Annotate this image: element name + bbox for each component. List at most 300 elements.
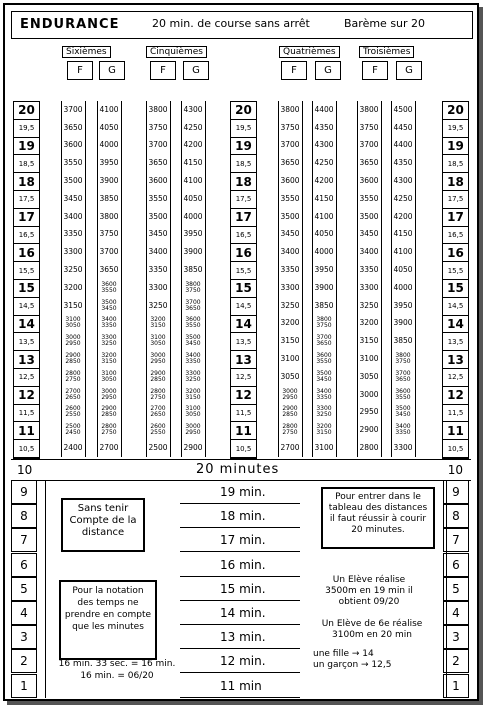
cinquiemes-f-column (146, 101, 170, 457)
distance-cell: 3850 (314, 300, 334, 310)
minutes-label: 17 min. (220, 533, 266, 548)
example-1: Un Elève réalise 3500m en 19 min il obtient 09/20 (325, 575, 413, 607)
grade-cell: 19,5 (443, 120, 468, 138)
troisiemes-g-column (391, 101, 415, 457)
distance-cell: 3750 (359, 122, 379, 132)
distance-line: 3450 (316, 375, 332, 383)
distance-cell (391, 421, 415, 439)
distance-cell: 4400 (314, 104, 334, 114)
distance-cell (97, 332, 121, 350)
distance-cell: 4350 (314, 122, 334, 132)
distance-line: 3800 (395, 352, 411, 360)
distance-cell: 3200 (280, 318, 300, 328)
grade-cell: 20 (14, 102, 39, 120)
sixiemes-f-column (61, 101, 85, 457)
distance-cell: 3350 (148, 265, 168, 275)
grade-cell: 12 (231, 387, 256, 405)
distance-cell: 3400 (63, 211, 83, 221)
distance-cell: 4200 (183, 140, 203, 150)
distance-line: 2950 (101, 393, 117, 401)
column-rule (302, 101, 303, 457)
column-rule (278, 101, 279, 457)
distance-cell: 4200 (314, 176, 334, 186)
distance-cell: 4250 (393, 193, 413, 203)
distance-cell (61, 404, 85, 422)
distance-line: 2750 (101, 429, 117, 437)
distance-cell (278, 421, 302, 439)
column-rule (121, 101, 122, 457)
distance-cell: 3550 (359, 193, 379, 203)
distance-line: 3000 (185, 423, 201, 431)
distance-cell: 3900 (183, 247, 203, 257)
distance-cell: 3000 (359, 389, 379, 399)
column-rule (170, 101, 171, 457)
distance-cell: 4250 (314, 158, 334, 168)
notation-box: Pour la notation des temps ne prendre en compte que les minutes (59, 580, 157, 660)
quatriemes-g-column (312, 101, 336, 457)
distance-cell: 3350 (280, 265, 300, 275)
distance-cell: 3650 (359, 158, 379, 168)
distance-line: 3800 (316, 316, 332, 324)
distance-line: 2550 (65, 411, 81, 419)
low-grade-cell: 1 (11, 674, 37, 698)
grade-cell: 18 (443, 173, 468, 191)
example-2-title: Un Elève de 6e réalise 3100m en 20 min (321, 619, 423, 640)
distance-line: 3450 (395, 411, 411, 419)
group-sixiemes: Sixièmes (62, 46, 111, 58)
minutes-label: 19 min. (220, 485, 266, 499)
distance-line: 3350 (185, 358, 201, 366)
distance-cell: 2900 (359, 425, 379, 435)
minutes-label: 18 min. (220, 509, 266, 524)
distance-cell: 3050 (280, 371, 300, 381)
distance-cell: 2950 (359, 407, 379, 417)
distance-line: 3000 (101, 387, 117, 395)
distance-cell: 4150 (183, 158, 203, 168)
grade-cell: 12,5 (231, 369, 256, 387)
low-grade-cell: 8 (11, 504, 37, 528)
distance-cell: 3500 (148, 211, 168, 221)
distance-cell: 3300 (359, 282, 379, 292)
distance-line: 3000 (65, 334, 81, 342)
low-grade-cell: 9 (443, 480, 469, 504)
distance-line: 3150 (316, 429, 332, 437)
grade-cell: 15,5 (231, 262, 256, 280)
distance-cell: 4200 (393, 211, 413, 221)
distance-cell: 3800 (280, 104, 300, 114)
distance-cell: 3850 (393, 336, 413, 346)
grade-cell: 17,5 (443, 191, 468, 209)
example-2-fille: une fille → 14 (313, 649, 374, 659)
distance-cell: 3450 (359, 229, 379, 239)
quatriemes-g-label: G (315, 61, 341, 80)
distance-line: 3500 (185, 334, 201, 342)
distance-cell: 3600 (280, 176, 300, 186)
grade-cell: 13,5 (14, 333, 39, 351)
low-grade-cell: 3 (443, 625, 469, 649)
grade-cell: 14 (231, 316, 256, 334)
distance-cell (97, 386, 121, 404)
distance-cell: 3900 (314, 282, 334, 292)
distance-line: 3050 (150, 340, 166, 348)
column-rule (391, 101, 392, 457)
grade-cell: 11,5 (14, 405, 39, 423)
minutes-label: 13 min. (220, 630, 266, 645)
grade-cell: 13 (443, 351, 468, 369)
low-grade-cell: 5 (11, 577, 37, 601)
distance-cell: 4500 (393, 104, 413, 114)
distance-cell: 3650 (63, 122, 83, 132)
minutes-label: 14 min. (220, 606, 266, 620)
quatriemes-f-label: F (281, 61, 307, 80)
distance-cell (181, 404, 205, 422)
distance-cell (97, 279, 121, 297)
distance-cell: 3600 (63, 140, 83, 150)
grade-column-right (442, 101, 469, 459)
group-cinquiemes: Cinquièmes (146, 46, 207, 58)
distance-line: 3350 (316, 393, 332, 401)
distance-cell: 3500 (280, 211, 300, 221)
cinquiemes-g-column (181, 101, 205, 457)
low-grade-cell: 6 (11, 553, 37, 577)
grade-cell: 14 (14, 316, 39, 334)
grade-cell: 19 (231, 138, 256, 156)
low-grade-cell: 6 (443, 553, 469, 577)
distance-line: 3100 (185, 405, 201, 413)
distance-cell: 4300 (314, 140, 334, 150)
grade-cell: 11 (443, 422, 468, 440)
grade-cell: 16,5 (14, 227, 39, 245)
distance-cell: 3350 (63, 229, 83, 239)
grade-cell: 15 (443, 280, 468, 298)
grade-cell: 17,5 (14, 191, 39, 209)
distance-cell (146, 368, 170, 386)
column-rule (146, 101, 147, 457)
grade-cell: 14,5 (14, 298, 39, 316)
distance-cell: 3950 (99, 158, 119, 168)
distance-line: 2900 (101, 405, 117, 413)
distance-cell: 4050 (183, 193, 203, 203)
distance-line: 2700 (65, 387, 81, 395)
distance-line: 3400 (316, 387, 332, 395)
column-rule (61, 101, 62, 457)
quatriemes-f-column (278, 101, 302, 457)
distance-cell: 4000 (183, 211, 203, 221)
distance-cell (97, 297, 121, 315)
distance-cell: 4100 (314, 211, 334, 221)
distance-cell: 3700 (99, 247, 119, 257)
column-rule (415, 101, 416, 457)
distance-cell (312, 386, 336, 404)
grade-cell: 17 (14, 209, 39, 227)
distance-cell (146, 421, 170, 439)
distance-cell: 3550 (280, 193, 300, 203)
distance-cell: 2500 (148, 443, 168, 453)
distance-cell (61, 332, 85, 350)
distance-cell: 3250 (148, 300, 168, 310)
distance-line: 3100 (65, 316, 81, 324)
distance-line: 3700 (316, 334, 332, 342)
low-grade-cell: 4 (11, 601, 37, 625)
distance-cell: 3600 (148, 176, 168, 186)
distance-cell: 3950 (393, 300, 413, 310)
distance-cell (61, 368, 85, 386)
distance-cell: 3300 (393, 443, 413, 453)
distance-cell: 4050 (99, 122, 119, 132)
distance-cell: 2700 (280, 443, 300, 453)
distance-line: 2650 (150, 411, 166, 419)
minutes-label: 16 min. (220, 557, 266, 572)
distance-cell: 3950 (183, 229, 203, 239)
distance-line: 2850 (282, 411, 298, 419)
distance-line: 3700 (185, 298, 201, 306)
distance-cell: 3450 (280, 229, 300, 239)
distance-cell (146, 332, 170, 350)
distance-cell: 3400 (280, 247, 300, 257)
distance-cell (97, 404, 121, 422)
grade-column-middle (230, 101, 257, 459)
distance-line: 3450 (185, 340, 201, 348)
distance-cell: 3500 (63, 176, 83, 186)
distance-cell (391, 386, 415, 404)
grade-cell: 20 (443, 102, 468, 120)
grade-cell: 11 (231, 422, 256, 440)
distance-cell: 2700 (99, 443, 119, 453)
distance-line: 3650 (395, 375, 411, 383)
distance-cell: 4050 (393, 265, 413, 275)
grade-10-right: 10 (447, 463, 463, 477)
distance-cell: 3750 (148, 122, 168, 132)
grade-column-left (13, 101, 40, 459)
distance-cell (146, 350, 170, 368)
distance-line: 2750 (150, 393, 166, 401)
distance-cell (181, 368, 205, 386)
distance-cell: 4100 (183, 176, 203, 186)
sixiemes-g-label: G (99, 61, 125, 80)
distance-cell (61, 350, 85, 368)
distance-line: 3350 (395, 429, 411, 437)
distance-line: 3250 (101, 340, 117, 348)
grade-cell: 17 (443, 209, 468, 227)
distance-line: 3800 (185, 280, 201, 288)
distance-line: 2450 (65, 429, 81, 437)
title: ENDURANCE (20, 17, 120, 32)
distance-cell (181, 386, 205, 404)
distance-cell: 3200 (63, 282, 83, 292)
distance-cell: 3750 (280, 122, 300, 132)
distance-cell (146, 315, 170, 333)
low-grade-cell: 8 (443, 504, 469, 528)
distance-line: 3250 (185, 375, 201, 383)
grade-cell: 19 (443, 138, 468, 156)
distance-line: 3500 (316, 369, 332, 377)
title-bar (11, 11, 473, 39)
distance-line: 3500 (101, 298, 117, 306)
distance-cell (146, 404, 170, 422)
sixiemes-g-column (97, 101, 121, 457)
distance-line: 3700 (395, 369, 411, 377)
distance-cell (391, 350, 415, 368)
distance-cell (97, 350, 121, 368)
distance-cell: 3800 (148, 104, 168, 114)
grade-cell: 15 (14, 280, 39, 298)
distance-cell (181, 332, 205, 350)
distance-cell: 3800 (99, 211, 119, 221)
twenty-minutes-label: 20 minutes (196, 462, 280, 477)
distance-line: 2550 (150, 429, 166, 437)
distance-cell: 4000 (393, 282, 413, 292)
grade-cell: 18 (14, 173, 39, 191)
distance-line: 3200 (150, 316, 166, 324)
distance-cell: 3300 (280, 282, 300, 292)
column-rule (181, 101, 182, 457)
distance-cell: 3800 (359, 104, 379, 114)
grade-cell: 12,5 (443, 369, 468, 387)
distance-line: 3400 (185, 352, 201, 360)
distance-cell: 4450 (393, 122, 413, 132)
distance-cell: 3850 (183, 265, 203, 275)
minutes-label: 11 min (220, 678, 262, 693)
troisiemes-f-label: F (362, 61, 388, 80)
grade-cell: 16 (14, 244, 39, 262)
low-grade-cell: 9 (11, 480, 37, 504)
distance-cell: 4000 (99, 140, 119, 150)
distance-line: 3300 (185, 369, 201, 377)
distance-cell: 3700 (148, 140, 168, 150)
distance-cell: 2400 (63, 443, 83, 453)
low-grade-cell: 7 (11, 528, 37, 552)
distance-line: 3200 (101, 352, 117, 360)
grade-cell: 12,5 (14, 369, 39, 387)
distance-cell (61, 315, 85, 333)
distance-line: 3100 (150, 334, 166, 342)
distance-cell: 3050 (359, 371, 379, 381)
distance-cell: 4400 (393, 140, 413, 150)
column-rule (97, 101, 98, 457)
distance-cell (146, 386, 170, 404)
cinquiemes-f-label: F (150, 61, 176, 80)
minutes-label: 15 min. (220, 581, 266, 596)
distance-cell: 4100 (393, 247, 413, 257)
grade-cell: 13 (231, 351, 256, 369)
distance-cell (312, 404, 336, 422)
distance-cell: 3250 (359, 300, 379, 310)
distance-cell (312, 350, 336, 368)
distance-cell (391, 404, 415, 422)
distance-cell: 3150 (359, 336, 379, 346)
low-grade-cell: 5 (443, 577, 469, 601)
distance-cell: 4300 (393, 176, 413, 186)
distance-cell: 3550 (148, 193, 168, 203)
distance-cell: 3400 (148, 247, 168, 257)
grade-cell: 11 (14, 422, 39, 440)
grade-cell: 11,5 (231, 405, 256, 423)
distance-line: 3550 (316, 358, 332, 366)
grade-cell: 13,5 (231, 333, 256, 351)
distance-line: 2950 (185, 429, 201, 437)
distance-line: 2950 (150, 358, 166, 366)
distance-line: 3650 (316, 340, 332, 348)
distance-cell (312, 332, 336, 350)
cinquiemes-g-label: G (183, 61, 209, 80)
distance-cell: 4250 (183, 122, 203, 132)
distance-line: 2900 (150, 369, 166, 377)
low-grade-cell: 2 (443, 649, 469, 673)
distance-line: 3750 (316, 322, 332, 330)
distance-line: 3250 (316, 411, 332, 419)
distance-line: 3750 (185, 286, 201, 294)
distance-cell (97, 315, 121, 333)
distance-line: 3200 (316, 423, 332, 431)
low-grade-cell: 3 (11, 625, 37, 649)
distance-cell: 3450 (63, 193, 83, 203)
grade-cell: 16 (231, 244, 256, 262)
distance-line: 2800 (150, 387, 166, 395)
grade-cell: 11,5 (443, 405, 468, 423)
grade-cell: 10,5 (443, 440, 468, 458)
distance-line: 3500 (395, 405, 411, 413)
distance-cell (61, 421, 85, 439)
distance-cell (312, 315, 336, 333)
distance-cell (312, 368, 336, 386)
grade-cell: 19 (14, 138, 39, 156)
distance-line: 3300 (316, 405, 332, 413)
distance-line: 3050 (65, 322, 81, 330)
distance-line: 3550 (185, 322, 201, 330)
distance-line: 3750 (395, 358, 411, 366)
grade-cell: 14 (443, 316, 468, 334)
distance-cell: 4150 (314, 193, 334, 203)
grade-cell: 15,5 (443, 262, 468, 280)
distance-cell: 3300 (63, 247, 83, 257)
pour-entrer-box: Pour entrer dans le tableau des distances il faut réussir à courir 20 minutes. (321, 487, 435, 549)
grade-cell: 10,5 (231, 440, 256, 458)
distance-line: 2800 (65, 369, 81, 377)
distance-cell: 4050 (314, 229, 334, 239)
distance-line: 3550 (101, 286, 117, 294)
troisiemes-g-label: G (396, 61, 422, 80)
distance-line: 3050 (185, 411, 201, 419)
column-rule (312, 101, 313, 457)
distance-line: 3000 (150, 352, 166, 360)
grade-cell: 12 (443, 387, 468, 405)
distance-line: 2900 (65, 352, 81, 360)
distance-line: 3150 (101, 358, 117, 366)
distance-cell: 3600 (359, 176, 379, 186)
distance-line: 3600 (185, 316, 201, 324)
grade-cell: 12 (14, 387, 39, 405)
column-rule (357, 101, 358, 457)
distance-cell: 3450 (148, 229, 168, 239)
grade-cell: 19,5 (231, 120, 256, 138)
distance-line: 2800 (282, 423, 298, 431)
low-grade-cell: 2 (11, 649, 37, 673)
distance-cell: 3350 (359, 265, 379, 275)
distance-line: 3600 (316, 352, 332, 360)
distance-line: 2600 (150, 423, 166, 431)
distance-line: 2750 (282, 429, 298, 437)
distance-line: 2750 (65, 375, 81, 383)
column-rule (381, 101, 382, 457)
distance-line: 3150 (185, 393, 201, 401)
grade-cell: 16 (443, 244, 468, 262)
distance-cell (391, 368, 415, 386)
distance-cell (181, 279, 205, 297)
distance-cell: 3150 (63, 300, 83, 310)
distance-cell: 2900 (183, 443, 203, 453)
distance-cell: 3700 (63, 104, 83, 114)
distance-line: 2650 (65, 393, 81, 401)
